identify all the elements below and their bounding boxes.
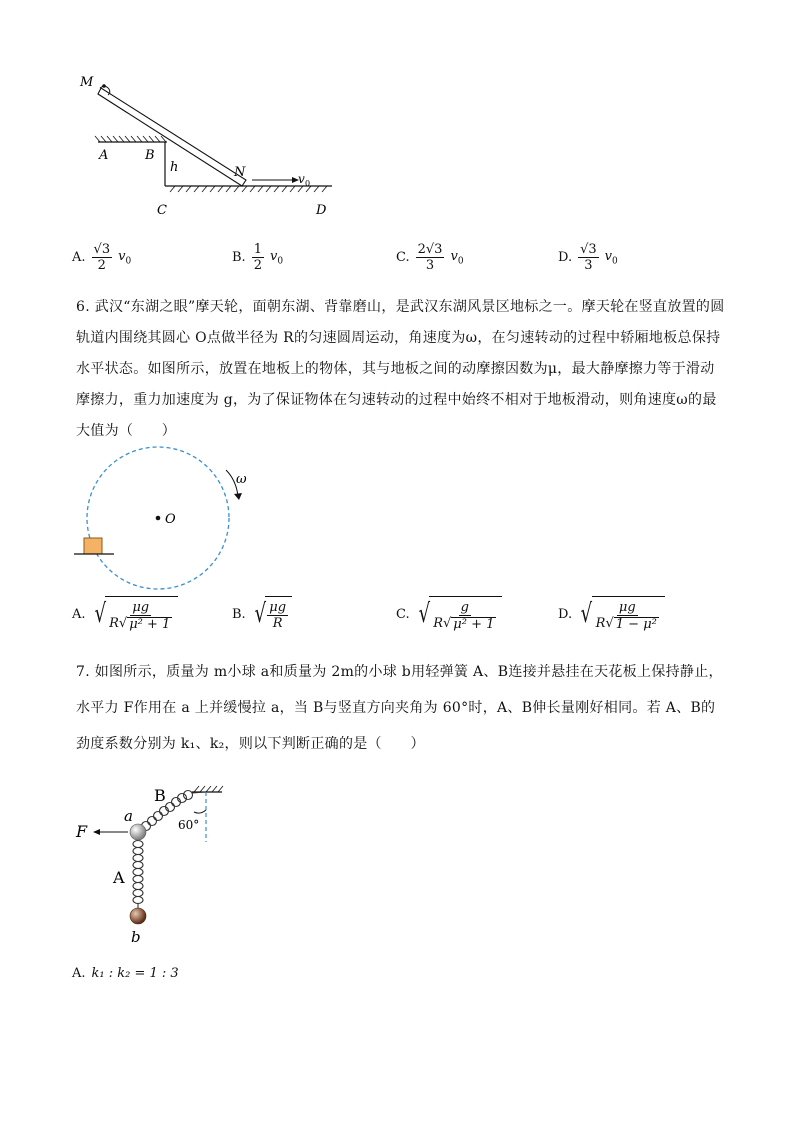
label-C: C <box>157 203 167 218</box>
q5-option-d[interactable]: D. $\frac{√3}{3}$ $v_0$ <box>558 242 618 273</box>
q6-option-b[interactable]: B. √ $\frac{\mu g}{R}$ <box>232 596 292 632</box>
label-B: B <box>145 148 155 163</box>
label-b: b <box>131 928 141 946</box>
label-M: M <box>80 75 94 90</box>
q7-option-a[interactable]: A. k₁ : k₂ = 1 : 3 <box>72 966 179 981</box>
label-angle: 60° <box>178 818 200 832</box>
q6-option-a[interactable]: A. √ μg R √ μ² + 1 <box>72 596 178 632</box>
figure-rod-slope <box>70 70 350 220</box>
q6-option-c[interactable]: C. √ g R √ μ² + 1 <box>396 596 502 632</box>
label-v0-sub: 0 <box>305 179 311 188</box>
label-O: O <box>165 512 176 527</box>
label-v0: v <box>298 172 305 186</box>
q6-option-d[interactable]: D. √ μg R √ 1 − μ² <box>558 596 665 632</box>
q5-option-c[interactable]: C. $\frac{2√3}{3}$ $v_0$ <box>396 242 464 273</box>
label-spring-B: B <box>154 786 166 805</box>
label-F: F <box>76 822 88 841</box>
label-omega: ω <box>236 472 247 487</box>
figure-springs <box>70 776 240 946</box>
q5-option-b[interactable]: B. $\frac{1}{2}$ $v_0$ <box>232 242 284 273</box>
figure-ferris-wheel <box>66 440 266 600</box>
label-A: A <box>99 148 109 163</box>
q5-option-a[interactable]: A. $\frac{√3}{2}$ $v_0$ <box>72 242 132 273</box>
label-h: h <box>170 160 179 175</box>
label-spring-A: A <box>113 868 125 887</box>
label-D: D <box>316 203 327 218</box>
question-6-text: 6. 武汉“东湖之眼”摩天轮，面朝东湖、背靠磨山，是武汉东湖风景区地标之一。摩天轮在竖直放置的圆轨道内围绕其圆心 O点做半径为 R的匀速圆周运动，角速度为ω，在匀速转动的过程中轿厢地板总保持水平状态。如图所示，放置在地板上的物体，其与地板之间的动摩擦因数为μ，最大静摩擦力等于滑动摩擦力，重力加速度为 g，为了保证物体在匀速转动的过程中始终不相对于地板滑动，则角速度ω的最大值为（ ） <box>76 299 725 439</box>
label-N: N <box>234 165 246 180</box>
question-7-text: 7. 如图所示，质量为 m小球 a和质量为 2m的小球 b用轻弹簧 A、B连接并悬挂在天花板上保持静止，水平力 F作用在 a 上并缓慢拉 a，当 B与竖直方向夹角为 60°时，A、B伸长量刚好相同。若 A、B的劲度系数分别为 k₁、k₂，则以下判断正确的是（ ） <box>76 664 723 752</box>
label-a: a <box>124 807 133 825</box>
